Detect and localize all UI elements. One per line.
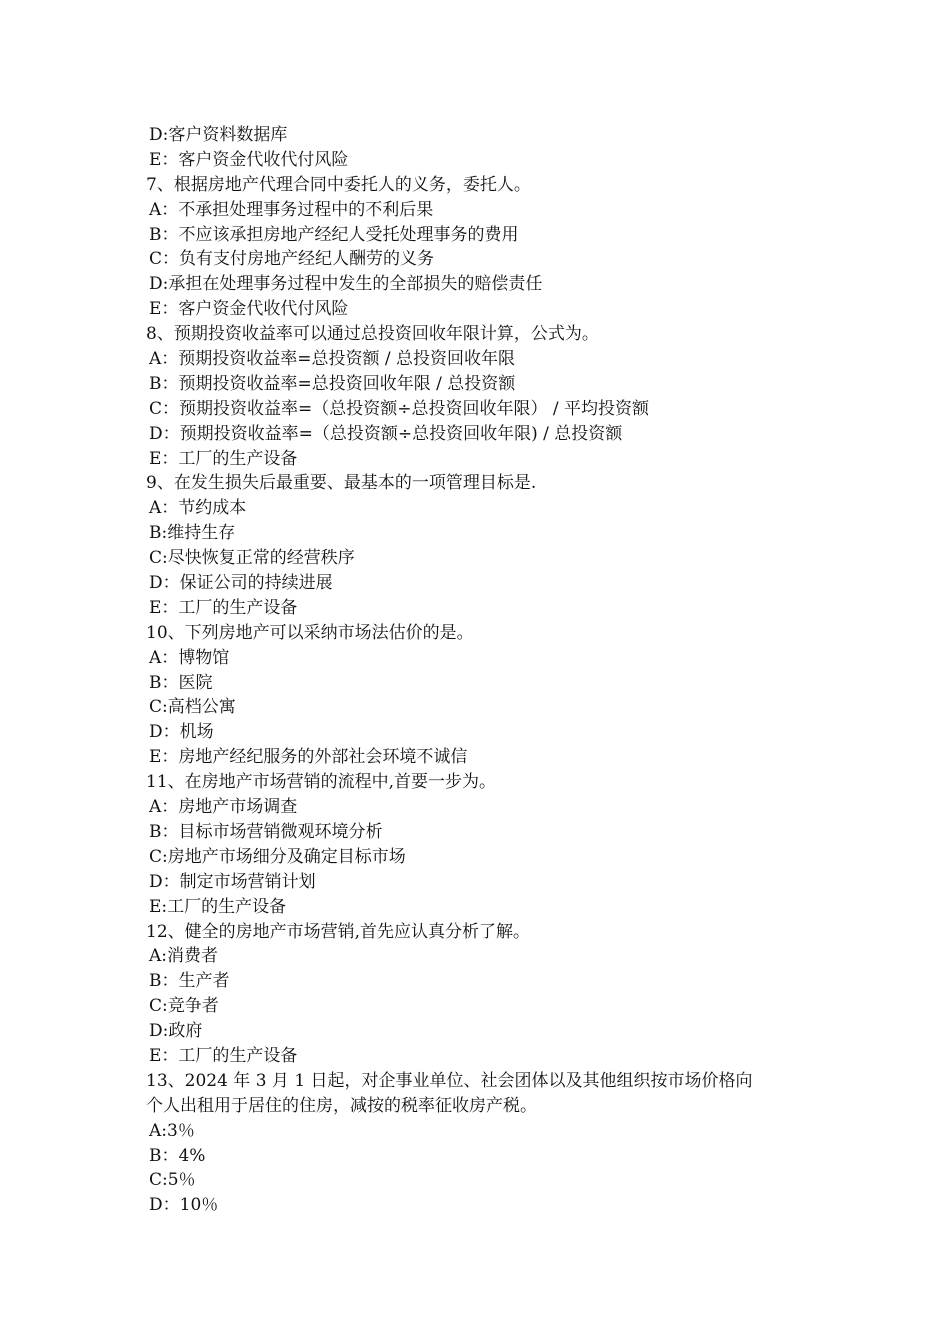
answer-option: C:5％ <box>149 1170 196 1191</box>
answer-option: D：制定市场营销计划 <box>149 871 316 892</box>
question-text: 个人出租用于居住的住房，减按的税率征收房产税。 <box>146 1095 537 1116</box>
answer-option: D:政府 <box>149 1021 203 1042</box>
answer-option: C:竞争者 <box>149 996 219 1017</box>
answer-option: E:工厂的生产设备 <box>149 896 287 917</box>
answer-option: B：不应该承担房地产经纪人受托处理事务的费用 <box>149 224 519 245</box>
answer-option: B：医院 <box>149 672 213 693</box>
answer-option: C:高档公寓 <box>149 697 236 718</box>
answer-option: E：客户资金代收代付风险 <box>149 149 349 170</box>
answer-option: C:尽快恢复正常的经营秩序 <box>149 548 355 569</box>
answer-option: B:维持生存 <box>149 523 236 544</box>
question-text: 7、根据房地产代理合同中委托人的义务，委托人。 <box>146 174 531 195</box>
answer-option: B：4% <box>149 1145 206 1166</box>
answer-option: D：预期投资收益率=（总投资额÷总投资回收年限) / 总投资额 <box>149 423 623 444</box>
question-text: 11、在房地产市场营销的流程中,首要一步为。 <box>146 772 497 793</box>
answer-option: C:房地产市场细分及确定目标市场 <box>149 846 406 867</box>
answer-option: D:客户资料数据库 <box>149 125 288 145</box>
answer-option: D:承担在处理事务过程中发生的全部损失的赔偿责任 <box>149 274 543 295</box>
answer-option: D：保证公司的持续进展 <box>149 573 333 594</box>
question-text: 9、在发生损失后最重要、最基本的一项管理目标是. <box>146 473 537 494</box>
answer-option: C：负有支付房地产经纪人酬劳的义务 <box>149 249 435 270</box>
question-text: 13、2024 年 3 月 1 日起，对企事业单位、社会团体以及其他组织按市场价格向 <box>146 1070 753 1091</box>
answer-option: D：机场 <box>149 722 214 743</box>
answer-option: E：工厂的生产设备 <box>149 597 298 618</box>
answer-option: B：预期投资收益率=总投资回收年限 / 总投资额 <box>149 373 516 394</box>
answer-option: D：10％ <box>149 1195 219 1216</box>
answer-option: A：预期投资收益率=总投资额 / 总投资回收年限 <box>149 349 516 370</box>
question-text: 10、下列房地产可以采纳市场法估价的是。 <box>146 622 474 643</box>
question-text: 12、健全的房地产市场营销,首先应认真分析了解。 <box>146 921 531 942</box>
answer-option: A:消费者 <box>149 946 219 967</box>
answer-option: E：房地产经纪服务的外部社会环境不诚信 <box>149 747 468 768</box>
answer-option: B：目标市场营销微观环境分析 <box>149 821 383 842</box>
answer-option: B：生产者 <box>149 971 230 992</box>
question-text: 8、预期投资收益率可以通过总投资回收年限计算，公式为。 <box>146 324 599 345</box>
answer-option: E：客户资金代收代付风险 <box>149 299 349 320</box>
answer-option: E：工厂的生产设备 <box>149 1045 298 1066</box>
answer-option: A：博物馆 <box>149 647 230 668</box>
answer-option: A:3％ <box>149 1120 195 1141</box>
answer-option: A：节约成本 <box>149 498 247 519</box>
answer-option: A：不承担处理事务过程中的不利后果 <box>149 199 434 220</box>
answer-option: C：预期投资收益率=（总投资额÷总投资回收年限） / 平均投资额 <box>149 398 650 419</box>
answer-option: E：工厂的生产设备 <box>149 448 298 469</box>
answer-option: A：房地产市场调查 <box>149 797 298 818</box>
exam-text-body <box>146 123 826 1218</box>
